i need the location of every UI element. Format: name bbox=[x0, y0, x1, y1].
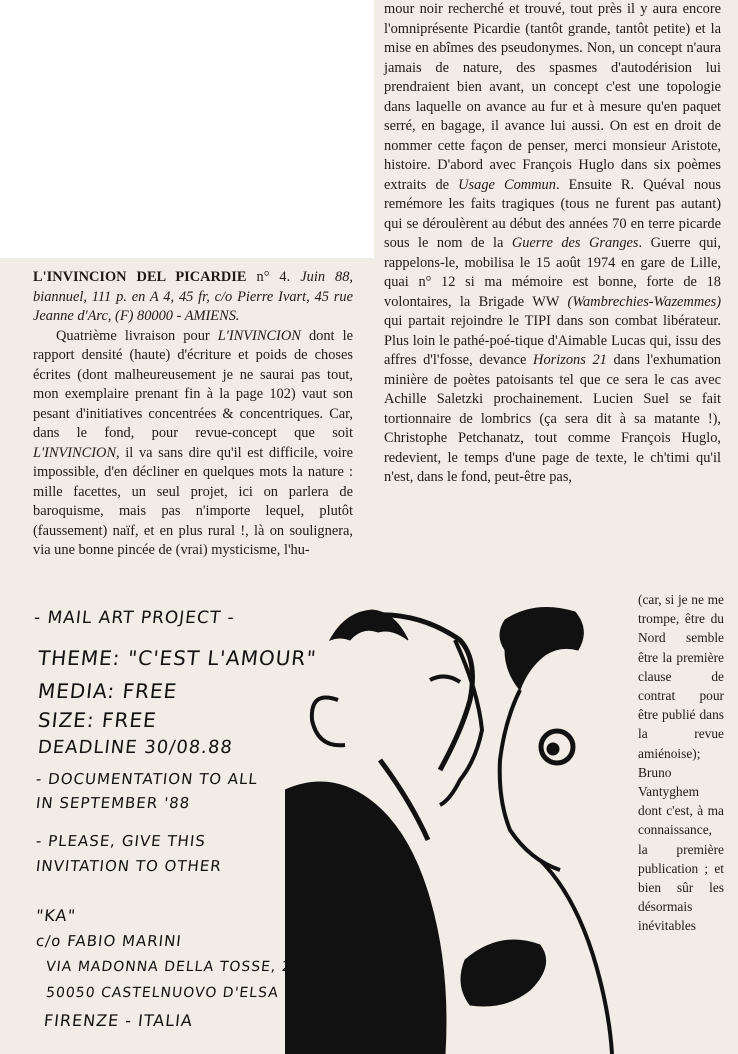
flyer-line-1: - MAIL ART PROJECT - bbox=[32, 608, 236, 628]
flyer-line-5: DEADLINE 30/08.88 bbox=[36, 737, 234, 758]
flyer-line-3: MEDIA: FREE bbox=[36, 679, 179, 703]
man-head-outline bbox=[372, 615, 472, 770]
issue-number: n° 4. bbox=[246, 269, 301, 285]
review-header bbox=[33, 268, 353, 327]
flyer-line-9: INVITATION TO OTHER bbox=[35, 857, 223, 875]
flyer-line-10: "KA" bbox=[35, 906, 77, 925]
kissing-couple-illustration bbox=[285, 590, 641, 1054]
paragraph-continuation: mour noir recherché et trouvé, tout près il y aura encore l'omniprésente Picardie (tantôt grande, tantôt petite) et la mise en abîmes des pseudonymes. Non, un concept n'aura jamais de nature, des spasmes d'autodérision lui prendraient bien avant, un concept c'est une topologie dans laquelle on avance au fur et à mesure qu'en paquet serré, en bagage, il avance lui aussi. On est en droit de nommer cette façon de penser, merci monsieur Aristote, histoire. D'abord avec François Huglo dans six poèmes extraits de Usage Commun. Ensuite R. Quéval nous remémore les faits tragiques (tous ne furent pas autant) qui se déroulèrent au début des années 70 en terre picarde sous le nom de la Guerre des Granges. Guerre qui, rappelons-le, mobilisa le 15 août 1974 en gare de Lille, quai n° 12 si ma mémoire est bonne, forte de 18 volontaires, la Brigade WW (Wambrechies-Wazemmes) qui partait rejoindre le TIPI dans son combat libérateur. Plus loin le pathé-poé-tique d'Aimable Lucas qui, issu des affres d'l'fosse, devance Horizons 21 dans l'exhumation minière de poètes patoisants tel que ce sera le cas avec Achille Saletzki prochainement. Lucien Suel se fait tortionnaire de lombrics (ça sera dit à sa matante !), Christophe Petchanatz, tout comme François Huglo, redevient, le temps d'une page de texte, le ch'timi qu'il n'est, dans le fond, peut-être pas, bbox=[384, 1, 721, 485]
woman-hand bbox=[461, 940, 546, 1006]
paragraph-intro: Quatrième livraison pour L'INVINCION dont le rapport densité (haute) d'écriture et poids de choses écrites (dont malheureusement je ne saurai pas tout, mon exemplaire prenant fin à la page 102) vaut son pesant d'initiatives concentrées & concentriques. Car, dans le fond, pour revue-concept que soit L'INVINCION, il va sans dire qu'il est difficile, voire impossible, d'en décliner en quelques mots la nature : mille facettes, un seul projet, ici on parlera de baroquisme, mais pas n'importe lequel, plutôt (faussement) naïf, et en plus rural !, là on soulignera, via une bonne pincée de (vrai) mysticisme, l'hu- bbox=[33, 327, 354, 558]
flyer-line-13: 50050 CASTELNUOVO D'ELSA bbox=[45, 985, 280, 1001]
article-left-column bbox=[33, 268, 353, 561]
flyer-line-11: c/o FABIO MARINI bbox=[35, 932, 183, 950]
flyer-line-2: THEME: "C'EST L'AMOUR" bbox=[36, 646, 318, 670]
flyer-line-12: VIA MADONNA DELLA TOSSE, 26 bbox=[45, 959, 303, 975]
flyer-line-8: - PLEASE, GIVE THIS bbox=[35, 832, 207, 850]
flyer-line-14: FIRENZE - ITALIA bbox=[43, 1011, 194, 1030]
review-title: L'INVINCION DEL PICARDIE bbox=[33, 269, 247, 285]
woman-face bbox=[500, 690, 560, 870]
woman-hair bbox=[500, 608, 583, 691]
flyer-line-6: - DOCUMENTATION TO ALL bbox=[35, 770, 259, 788]
paragraph-narrow: (car, si je ne me trompe, être du Nord semble être la première clause de contrat pour être publié dans la revue amiénoise); Bruno Vantyghem dont c'est, à ma connaissance, la première publication ; et bien sûr les désormais inévitables bbox=[638, 592, 724, 934]
woman-shoulder bbox=[540, 860, 612, 1054]
article-right-column bbox=[384, 0, 721, 488]
man-brow bbox=[430, 676, 460, 682]
publication-details: Juin 88, biannuel, 111 p. en A 4, 45 fr, c/o Pierre Ivart, 45 rue Jeanne d'Arc, (F) 80000 - AMIENS. bbox=[33, 269, 353, 324]
flyer-line-7: IN SEPTEMBER '88 bbox=[35, 794, 192, 812]
flyer-line-4: SIZE: FREE bbox=[36, 708, 158, 732]
man-ear bbox=[312, 698, 345, 746]
article-narrow-column bbox=[638, 590, 724, 936]
